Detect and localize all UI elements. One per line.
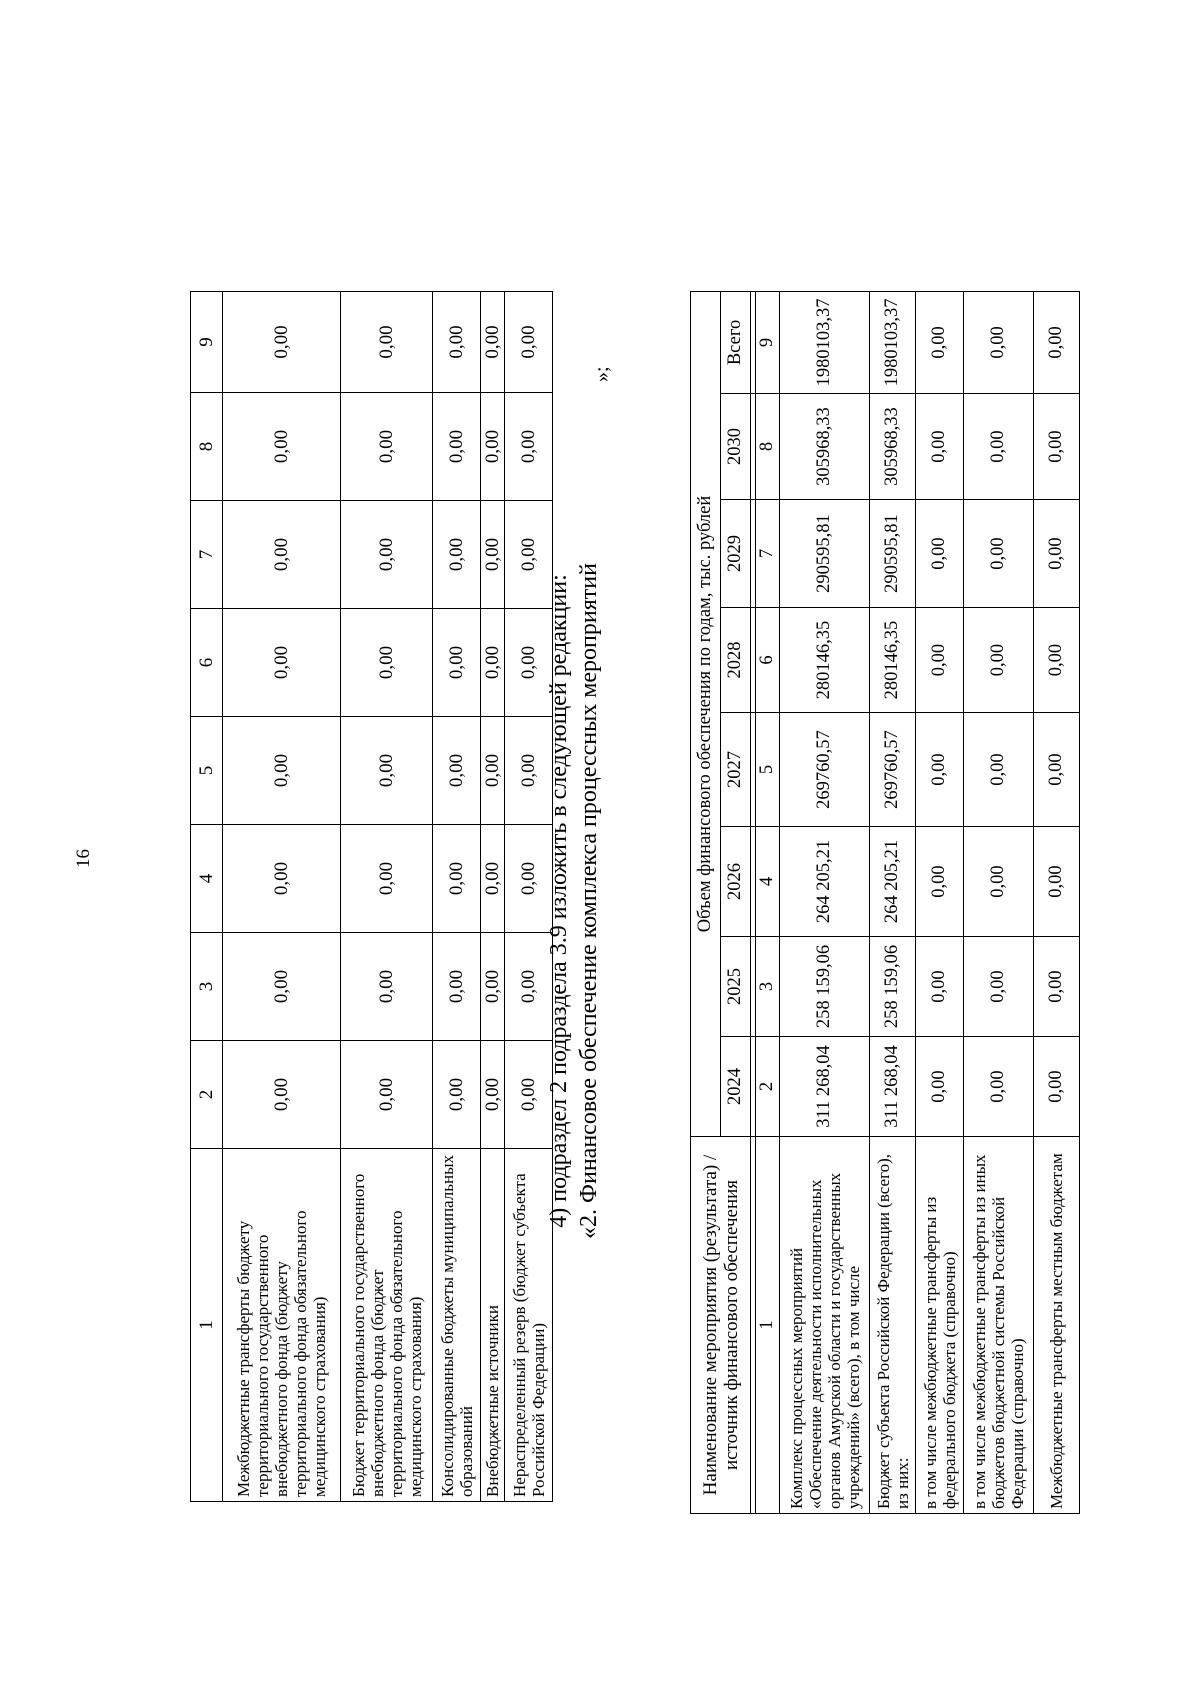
value-cell: 0,00 [341, 609, 433, 717]
column-number: 6 [756, 608, 780, 713]
value-cell: 0,00 [433, 393, 481, 501]
value-cell: 0,00 [964, 1037, 1034, 1137]
column-number: 5 [756, 713, 780, 827]
value-cell: 0,00 [223, 501, 341, 609]
value-cell: 0,00 [341, 292, 433, 393]
value-cell: 0,00 [1034, 394, 1080, 500]
header-cell: 9 [191, 292, 223, 393]
column-number: 1 [756, 1137, 780, 1514]
value-cell: 0,00 [964, 608, 1034, 713]
header-cell: 1 [191, 1149, 223, 1502]
table-row [964, 291, 1034, 1513]
table-row [1034, 291, 1080, 1513]
value-cell: 0,00 [481, 1041, 505, 1149]
value-cell: 280146,35 [780, 608, 870, 713]
value-cell: 0,00 [505, 717, 553, 825]
value-cell: 0,00 [964, 500, 1034, 608]
year-cell: 2024 [721, 1037, 751, 1137]
value-cell: 0,00 [505, 933, 553, 1041]
value-cell: 290595,81 [780, 500, 870, 608]
value-cell: 258 159,06 [870, 937, 916, 1037]
value-cell: 280146,35 [870, 608, 916, 713]
value-cell: 0,00 [916, 937, 964, 1037]
row-label: Консолидированные бюджеты муниципальных образований [433, 1149, 481, 1502]
name-column-header: Наименование мероприятия (результата) / источник финансового обеспечения [691, 1137, 751, 1514]
value-cell: 0,00 [964, 937, 1034, 1037]
column-number: 2 [756, 1037, 780, 1137]
value-cell: 0,00 [916, 608, 964, 713]
value-cell: 0,00 [916, 291, 964, 393]
value-cell: 269760,57 [870, 713, 916, 827]
value-cell: 0,00 [433, 609, 481, 717]
value-cell: 0,00 [964, 394, 1034, 500]
value-cell: 0,00 [964, 291, 1034, 393]
column-number: 4 [756, 827, 780, 937]
year-cell: 2028 [721, 608, 751, 713]
column-number-row [756, 291, 780, 1513]
value-cell: 0,00 [1034, 937, 1080, 1037]
value-cell: 0,00 [481, 501, 505, 609]
row-label: в том числе межбюджетные трансферты из иных бюджетов бюджетной системы Российской Федерации (справочно) [964, 1137, 1034, 1514]
year-cell: 2026 [721, 827, 751, 937]
table-row [870, 291, 916, 1513]
value-cell: 0,00 [341, 717, 433, 825]
row-label: Внебюджетные источники [481, 1149, 505, 1502]
header-cell: 7 [191, 501, 223, 609]
row-label: Межбюджетные трансферты бюджету территориального государственного внебюджетного фонда (бюджету территориального фонда обязательного медицинского страхования) [223, 1149, 341, 1502]
header-cell: 2 [191, 1041, 223, 1149]
value-cell: 0,00 [1034, 608, 1080, 713]
value-cell: 0,00 [916, 827, 964, 937]
header-cell: 3 [191, 933, 223, 1041]
value-cell: 0,00 [505, 292, 553, 393]
table-funding-continuation [190, 291, 553, 1502]
table-header-row [191, 292, 223, 1502]
value-cell: 0,00 [1034, 291, 1080, 393]
row-label: в том числе межбюджетные трансферты из федерального бюджета (справочно) [916, 1137, 964, 1514]
value-cell: 0,00 [223, 292, 341, 393]
value-cell: 0,00 [505, 825, 553, 933]
value-cell: 0,00 [223, 825, 341, 933]
value-cell: 0,00 [481, 609, 505, 717]
column-number: 7 [756, 500, 780, 608]
value-cell: 0,00 [341, 933, 433, 1041]
value-cell: 0,00 [916, 394, 964, 500]
table-header-row [691, 291, 721, 1513]
table-row [780, 291, 870, 1513]
value-cell: 305968,33 [780, 394, 870, 500]
row-label: Нераспределенный резерв (бюджет субъекта Российской Федерации) [505, 1149, 553, 1502]
value-cell: 0,00 [433, 717, 481, 825]
value-cell: 311 268,04 [870, 1037, 916, 1137]
column-number: 8 [756, 394, 780, 500]
value-cell: 0,00 [433, 1041, 481, 1149]
value-cell: 0,00 [1034, 827, 1080, 937]
year-cell: 2030 [721, 394, 751, 500]
value-cell: 0,00 [964, 713, 1034, 827]
value-cell: 0,00 [505, 1041, 553, 1149]
table-row [916, 291, 964, 1513]
table-process-measures-funding [690, 291, 1080, 1514]
value-cell: 305968,33 [870, 394, 916, 500]
value-cell: 0,00 [223, 717, 341, 825]
value-cell: 0,00 [223, 1041, 341, 1149]
row-label: Бюджет субъекта Российской Федерации (всего), из них: [870, 1137, 916, 1514]
value-cell: 0,00 [481, 292, 505, 393]
year-cell: 2027 [721, 713, 751, 827]
header-cell: 8 [191, 393, 223, 501]
value-cell: 0,00 [341, 501, 433, 609]
value-cell: 0,00 [481, 933, 505, 1041]
value-cell: 0,00 [341, 825, 433, 933]
value-cell: 0,00 [341, 393, 433, 501]
page-number: 16 [73, 849, 94, 868]
instruction-text: 4) подраздел 2 подраздела 3.9 изложить в следующей редакции: [546, 574, 572, 1228]
value-cell: 0,00 [433, 933, 481, 1041]
row-label: Межбюджетные трансферты местным бюджетам [1034, 1137, 1080, 1514]
value-cell: 1980103,37 [780, 291, 870, 393]
value-cell: 290595,81 [870, 500, 916, 608]
value-cell: 0,00 [433, 292, 481, 393]
value-cell: 0,00 [433, 825, 481, 933]
value-cell: 0,00 [1034, 1037, 1080, 1137]
value-cell: 0,00 [505, 609, 553, 717]
table-row [481, 292, 505, 1502]
value-cell: 311 268,04 [780, 1037, 870, 1137]
year-cell: Всего [721, 291, 751, 393]
row-label: Бюджет территориального государственного внебюджетного фонда (бюджет территориального фонда обязательного медицинского страхования) [341, 1149, 433, 1502]
value-cell: 0,00 [341, 1041, 433, 1149]
value-cell: 0,00 [916, 713, 964, 827]
value-cell: 0,00 [916, 500, 964, 608]
table-row [223, 292, 341, 1502]
value-cell: 0,00 [433, 501, 481, 609]
volume-header: Объем финансового обеспечения по годам, тыс. рублей [691, 291, 721, 1136]
value-cell: 0,00 [481, 717, 505, 825]
value-cell: 258 159,06 [780, 937, 870, 1037]
value-cell: 0,00 [481, 393, 505, 501]
value-cell: 0,00 [1034, 713, 1080, 827]
value-cell: 264 205,21 [870, 827, 916, 937]
value-cell: 264 205,21 [780, 827, 870, 937]
closing-quote: »; [591, 366, 613, 382]
table-row [433, 292, 481, 1502]
table-row [341, 292, 433, 1502]
value-cell: 0,00 [964, 827, 1034, 937]
header-cell: 5 [191, 717, 223, 825]
value-cell: 269760,57 [780, 713, 870, 827]
header-cell: 6 [191, 609, 223, 717]
value-cell: 0,00 [481, 825, 505, 933]
section-title: «2. Финансовое обеспечение комплекса процессных мероприятий [576, 563, 602, 1239]
value-cell: 0,00 [223, 609, 341, 717]
column-number: 9 [756, 291, 780, 393]
year-cell: 2029 [721, 500, 751, 608]
value-cell: 1980103,37 [870, 291, 916, 393]
column-number: 3 [756, 937, 780, 1037]
year-cell: 2025 [721, 937, 751, 1037]
value-cell: 0,00 [1034, 500, 1080, 608]
value-cell: 0,00 [505, 501, 553, 609]
value-cell: 0,00 [223, 393, 341, 501]
row-label: Комплекс процессных мероприятий «Обеспечение деятельности исполнительных органов Амурской области и государственных учреждений» (всего), в том числе [780, 1137, 870, 1514]
value-cell: 0,00 [916, 1037, 964, 1137]
header-cell: 4 [191, 825, 223, 933]
value-cell: 0,00 [505, 393, 553, 501]
value-cell: 0,00 [223, 933, 341, 1041]
